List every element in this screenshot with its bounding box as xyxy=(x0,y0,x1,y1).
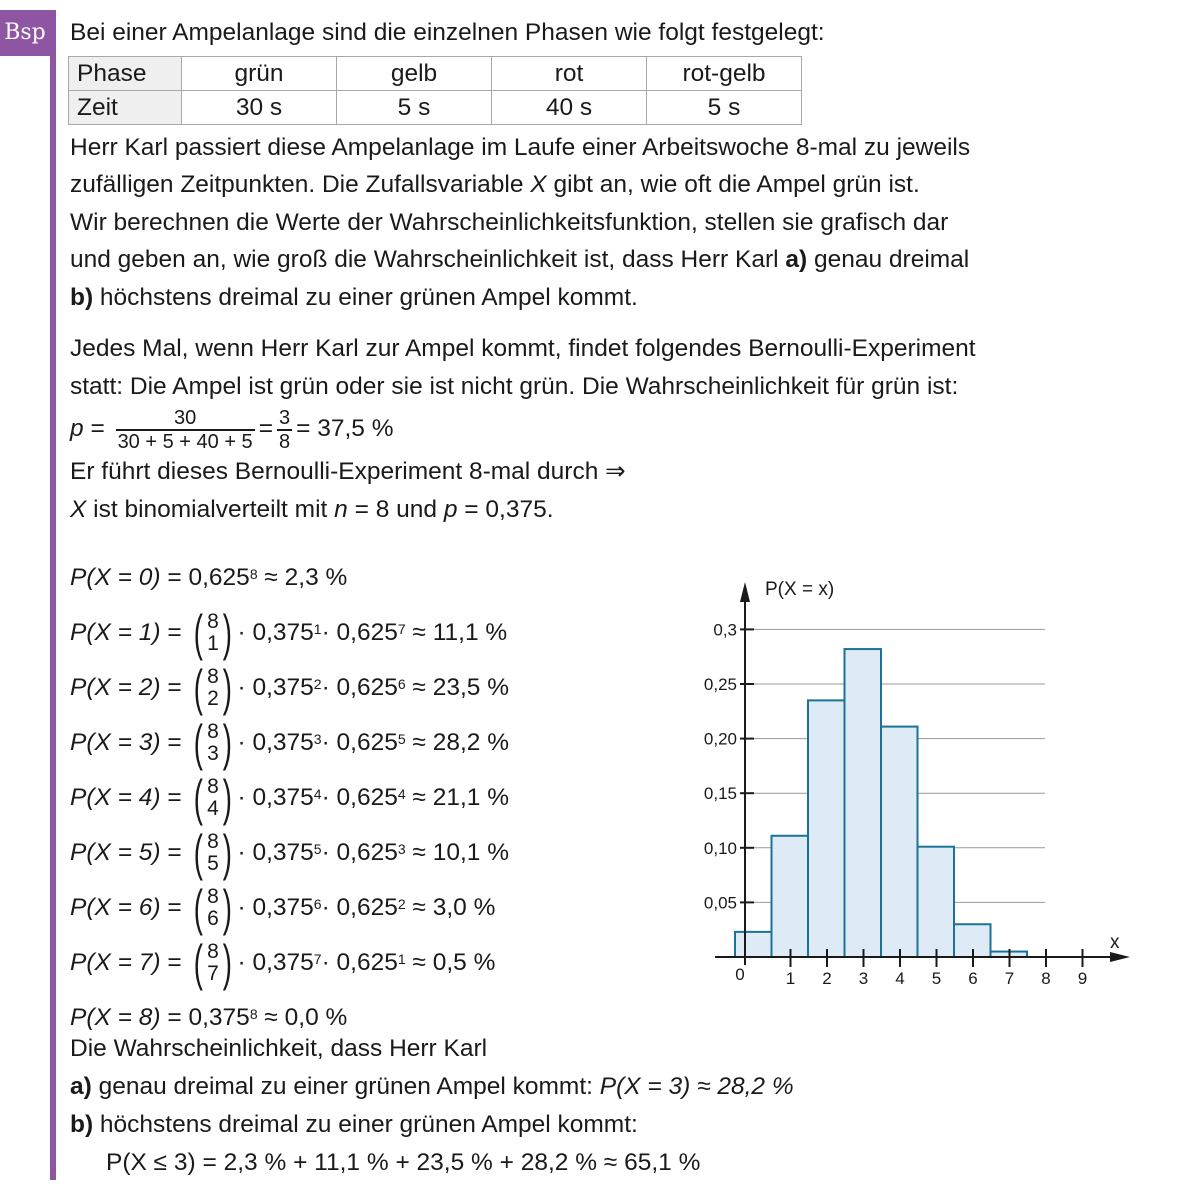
text-line: Er führt dieses Bernoulli-Experiment 8-mal durch ⇒ xyxy=(70,458,626,485)
histogram-bar xyxy=(772,836,809,957)
binomial-coefficient xyxy=(190,769,235,826)
binom-bottom: 5 xyxy=(207,851,219,875)
binomial-coefficient xyxy=(190,879,235,936)
binom-top: 8 xyxy=(207,829,219,853)
factor: · 0,625 xyxy=(321,838,398,866)
formula-lhs: P(X = 1) xyxy=(70,618,161,646)
binomial-coefficient xyxy=(190,934,235,991)
paren: ) xyxy=(222,659,232,716)
y-tick-label: 0,25 xyxy=(703,675,737,694)
x-axis-arrow xyxy=(1110,952,1130,962)
binom-stack xyxy=(207,611,219,655)
factor: · 0,625 xyxy=(321,618,398,646)
probability-histogram xyxy=(690,570,1140,990)
exponent: 3 xyxy=(397,840,406,857)
binomial-coefficient xyxy=(190,659,235,716)
table-row xyxy=(69,90,802,124)
equals-sign: = xyxy=(160,893,189,921)
binom-bottom: 3 xyxy=(207,741,219,765)
table-row xyxy=(69,56,802,90)
table-cell: 40 s xyxy=(492,90,647,124)
paren: ) xyxy=(222,769,232,826)
binom-top: 8 xyxy=(207,774,219,798)
solution-text xyxy=(70,330,1170,528)
fraction xyxy=(277,407,292,453)
text-span: gibt an, wie oft die Ampel grün ist. xyxy=(546,171,920,198)
answer-formula: P(X = 3) ≈ 28,2 % xyxy=(599,1073,794,1100)
part-label: b) xyxy=(70,283,94,311)
factor: · 0,375 xyxy=(237,893,314,921)
binom-stack xyxy=(207,666,219,710)
table-cell: rot xyxy=(492,56,647,90)
exponent: 5 xyxy=(313,840,322,857)
histogram-bar xyxy=(918,847,955,957)
space xyxy=(161,564,168,592)
formula-lhs: P(X = 6) xyxy=(70,893,161,921)
formula-result: ≈ 28,2 % xyxy=(405,728,509,756)
binom-bottom: 1 xyxy=(207,631,219,655)
histogram-bar xyxy=(881,727,918,957)
table-cell: gelb xyxy=(337,56,492,90)
equals-sign: = xyxy=(160,673,189,701)
formula-result: ≈ 2,3 % xyxy=(257,563,348,591)
formula-row xyxy=(70,550,509,605)
part-label: a) xyxy=(70,1073,92,1100)
paren: ( xyxy=(194,659,204,716)
formula-lhs: P(X = 4) xyxy=(70,783,161,811)
formula-lhs: P(X = 3) xyxy=(70,728,161,756)
formula-result: ≈ 23,5 % xyxy=(405,673,509,701)
factor: · 0,375 xyxy=(237,673,314,701)
x-tick-label: 1 xyxy=(785,969,796,988)
x-tick-label: 6 xyxy=(968,969,978,988)
phases-table xyxy=(68,56,802,125)
x-tick-label: 9 xyxy=(1077,969,1088,988)
text-span: ist binomialverteilt mit xyxy=(86,495,335,523)
text-line: Jedes Mal, wenn Herr Karl zur Ampel kommt, findet folgendes Bernoulli-Experiment xyxy=(70,335,976,362)
numerator: 30 xyxy=(174,406,197,429)
x-tick-label: 4 xyxy=(895,969,905,988)
paren: ) xyxy=(222,824,232,881)
formula-lhs: P(X = 8) xyxy=(70,1003,161,1031)
formula-result: ≈ 10,1 % xyxy=(405,838,509,866)
formula-row xyxy=(70,715,509,770)
exponent: 2 xyxy=(313,675,322,692)
x-tick-label: 0 xyxy=(735,965,745,984)
space xyxy=(161,1004,168,1032)
exponent: 4 xyxy=(313,785,322,802)
binom-top: 8 xyxy=(207,719,219,743)
paren: ( xyxy=(194,769,204,826)
factor: · 0,375 xyxy=(237,838,314,866)
formula-lhs: P(X = 5) xyxy=(70,838,161,866)
binomial-coefficient xyxy=(190,824,235,881)
y-axis-arrow xyxy=(740,582,750,602)
binom-bottom: 4 xyxy=(207,796,219,820)
text-span: und geben an, wie groß die Wahrscheinlichkeit ist, dass Herr Karl xyxy=(70,246,786,273)
text-span: höchstens dreimal zu einer grünen Ampel kommt. xyxy=(93,283,638,311)
formula-result: ≈ 3,0 % xyxy=(405,893,496,921)
factor: · 0,625 xyxy=(321,728,398,756)
variable: n xyxy=(334,495,348,523)
table-cell: 30 s xyxy=(182,90,337,124)
formula-result: ≈ 0,5 % xyxy=(405,948,496,976)
x-tick-label: 7 xyxy=(1004,969,1015,988)
exponent: 7 xyxy=(313,950,322,967)
x-tick-label: 8 xyxy=(1041,969,1051,988)
exponent: 4 xyxy=(397,785,406,802)
binomial-coefficient xyxy=(190,604,235,661)
formula-result: ≈ 11,1 % xyxy=(405,618,508,646)
row-header: Phase xyxy=(69,56,182,90)
factor: · 0,375 xyxy=(237,728,314,756)
exponent: 5 xyxy=(397,730,406,747)
text-span: = 8 und xyxy=(347,495,444,523)
y-tick-label: 0,15 xyxy=(703,784,737,804)
paren: ( xyxy=(194,824,204,881)
factor: = 0,625 xyxy=(167,563,250,591)
factor: · 0,375 xyxy=(237,948,314,976)
variable: X xyxy=(530,171,547,198)
binomial-coefficient xyxy=(190,714,235,771)
text-span: = 0,375. xyxy=(457,495,554,523)
paren: ) xyxy=(222,879,232,936)
y-tick-label: 0,3 xyxy=(713,620,737,640)
exponent: 8 xyxy=(249,1005,258,1022)
binom-bottom: 7 xyxy=(207,961,219,985)
table-cell: grün xyxy=(182,56,337,90)
text-line: Herr Karl passiert diese Ampelanlage im Laufe einer Arbeitswoche 8-mal zu jeweils xyxy=(70,133,971,161)
exponent: 6 xyxy=(313,895,322,912)
paren: ( xyxy=(194,934,204,991)
formula-result: ≈ 21,1 % xyxy=(405,783,509,811)
table-cell: 5 s xyxy=(337,90,492,124)
numerator: 3 xyxy=(279,406,291,429)
variable: p xyxy=(443,495,458,523)
equals-sign: = xyxy=(160,838,189,866)
formula-lhs: P(X = 0) xyxy=(70,563,161,591)
paren: ( xyxy=(194,879,204,936)
binom-stack xyxy=(207,831,219,875)
binom-bottom: 6 xyxy=(207,906,219,930)
factor: · 0,625 xyxy=(321,948,398,976)
histogram-bar xyxy=(735,932,772,957)
exponent: 1 xyxy=(313,620,322,637)
paren: ) xyxy=(222,714,232,771)
paren: ) xyxy=(222,604,232,661)
paren: ( xyxy=(194,604,204,661)
text-span: genau dreimal xyxy=(807,246,970,273)
formula-row xyxy=(70,660,509,715)
text-line: Wir berechnen die Werte der Wahrscheinlichkeitsfunktion, stellen sie grafisch dar xyxy=(70,208,949,236)
problem-statement xyxy=(70,129,1170,317)
histogram-bar xyxy=(808,700,845,957)
text-span: zufälligen Zeitpunkten. Die Zufallsvariable xyxy=(70,171,531,198)
histogram-bar xyxy=(845,649,882,957)
binom-top: 8 xyxy=(207,609,219,633)
exponent: 3 xyxy=(313,730,322,747)
binom-top: 8 xyxy=(207,884,219,908)
answers xyxy=(70,1030,794,1182)
row-header: Zeit xyxy=(69,90,182,124)
x-tick-label: 3 xyxy=(858,969,869,988)
binom-stack xyxy=(207,886,219,930)
x-tick-label: 5 xyxy=(931,969,942,988)
factor: · 0,625 xyxy=(321,893,398,921)
y-tick-label: 0,05 xyxy=(703,893,737,913)
formula-result: ≈ 0,0 % xyxy=(257,1003,348,1031)
text-line xyxy=(70,279,1170,317)
exponent: 7 xyxy=(397,620,406,637)
exponent: 2 xyxy=(397,895,406,912)
p-formula: p = $\frac{30}{30 + 5 + 40 + 5}$ = $\frac{3}{8}$ = 37,5 % xyxy=(70,406,394,453)
formula-row xyxy=(70,880,509,935)
factor: · 0,625 xyxy=(321,783,398,811)
answer-formula: P(X ≤ 3) = 2,3 % + 11,1 % + 23,5 % + 28,2 % ≈ 65,1 % xyxy=(106,1149,701,1176)
y-tick-label: 0,10 xyxy=(703,838,737,858)
table-cell: 5 s xyxy=(647,90,802,124)
equals-sign: = xyxy=(160,948,189,976)
formula-row xyxy=(70,605,509,660)
binom-stack xyxy=(207,941,219,985)
text-line xyxy=(70,491,1170,529)
factor: · 0,375 xyxy=(237,783,314,811)
x-tick-label: 2 xyxy=(822,969,832,988)
paren: ) xyxy=(222,934,232,991)
binom-bottom: 2 xyxy=(207,686,219,710)
paren: ( xyxy=(194,714,204,771)
binom-top: 8 xyxy=(207,939,219,963)
example-content xyxy=(70,14,1170,528)
y-axis-label: P(X = x) xyxy=(765,579,835,600)
p-result: = 37,5 % xyxy=(296,415,394,442)
formula-row xyxy=(70,770,509,825)
intro-text: Bei einer Ampelanlage sind die einzelnen Phasen wie folgt festgelegt: xyxy=(70,19,825,46)
probability-formulas xyxy=(70,550,509,1045)
variable: p xyxy=(70,415,84,442)
answer-a xyxy=(70,1068,794,1106)
binom-stack xyxy=(207,721,219,765)
exponent: 6 xyxy=(397,675,406,692)
table-cell: rot-gelb xyxy=(647,56,802,90)
y-tick-label: 0,20 xyxy=(703,729,737,749)
denominator: 8 xyxy=(279,430,291,453)
accent-margin-bar xyxy=(50,10,56,1180)
text-line xyxy=(70,166,1170,204)
binom-top: 8 xyxy=(207,664,219,688)
equals-sign: = xyxy=(160,728,189,756)
formula-row xyxy=(70,825,509,880)
text-line: statt: Die Ampel ist grün oder sie ist nicht grün. Die Wahrscheinlichkeit für grün ist: xyxy=(70,372,959,400)
part-label: a) xyxy=(785,246,808,273)
equals-sign: = xyxy=(160,618,189,646)
factor: · 0,375 xyxy=(237,618,314,646)
fraction xyxy=(116,407,255,453)
x-axis-label: x xyxy=(1110,932,1120,953)
formula-lhs: P(X = 7) xyxy=(70,948,161,976)
factor: = 0,375 xyxy=(167,1003,250,1031)
factor: · 0,625 xyxy=(321,673,398,701)
text-line xyxy=(70,241,1170,279)
denominator: 30 + 5 + 40 + 5 xyxy=(117,430,253,453)
text-span: genau dreimal zu einer grünen Ampel kommt: xyxy=(91,1073,600,1100)
answers-intro: Die Wahrscheinlichkeit, dass Herr Karl xyxy=(70,1035,488,1062)
exponent: 8 xyxy=(249,565,258,582)
formula-row xyxy=(70,935,509,990)
binom-stack xyxy=(207,776,219,820)
answer-b xyxy=(70,1106,794,1144)
variable: X xyxy=(70,495,87,523)
example-badge: Bsp xyxy=(0,10,50,56)
part-label: b) xyxy=(70,1111,94,1138)
exponent: 1 xyxy=(397,950,406,967)
formula-lhs: P(X = 2) xyxy=(70,673,161,701)
equals-sign: = xyxy=(160,783,189,811)
text-span: höchstens dreimal zu einer grünen Ampel kommt: xyxy=(93,1111,638,1138)
